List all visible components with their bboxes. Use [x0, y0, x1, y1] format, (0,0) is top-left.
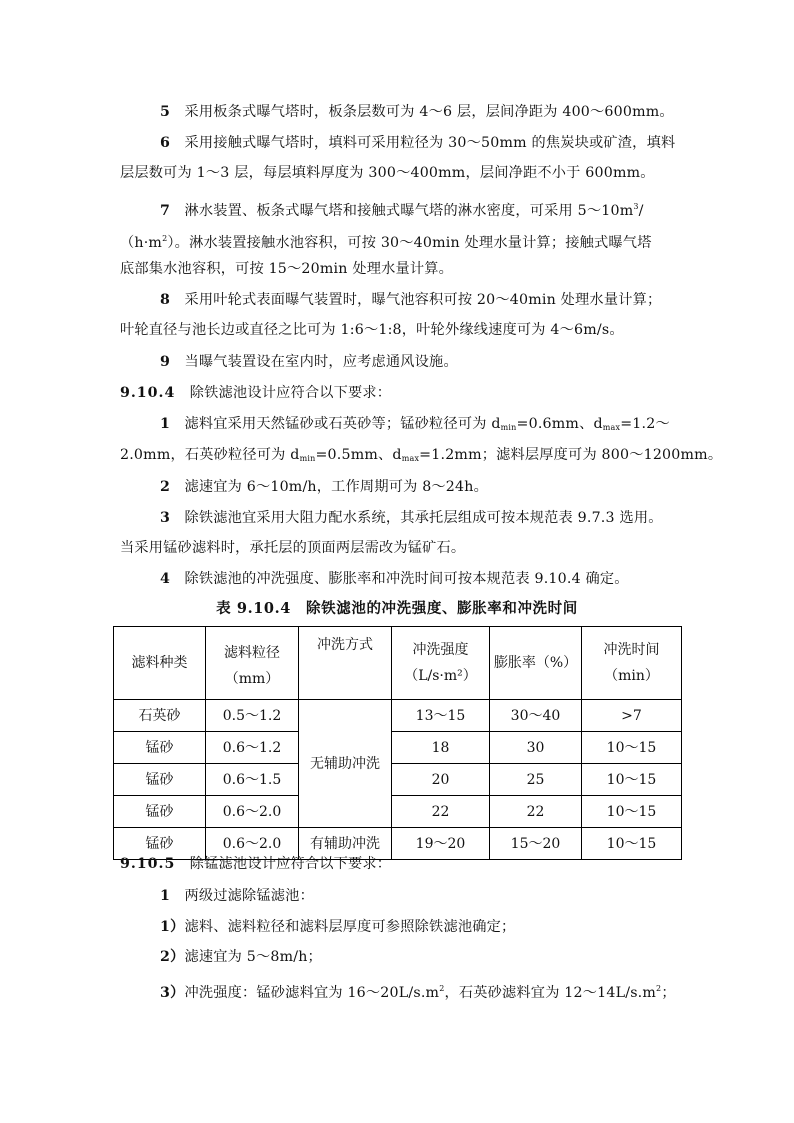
item-text: 底部集水池容积，可按 15～20min 处理水量计算。 [120, 261, 454, 277]
paragraph-item-4 [160, 569, 629, 589]
header-expansion-rate: 膨胀率（%） [490, 627, 582, 700]
paragraph-item-9 [160, 352, 458, 372]
cell-media: 石英砂 [114, 700, 206, 732]
paragraph-item-7 [160, 197, 644, 221]
superscript: 2 [439, 984, 445, 993]
cell-grain: 0.5～1.2 [206, 700, 299, 732]
item-text: =1.2～ [620, 416, 670, 432]
cell-intensity: 20 [392, 764, 490, 796]
cell-time: 10～15 [582, 732, 682, 764]
subitem-1 [160, 917, 515, 937]
item-text: ，石英砂滤料宜为 12～14L/s.m [444, 985, 657, 1001]
section-number: 9.10.5 [120, 856, 176, 872]
cell-method-no-aux: 无辅助冲洗 [299, 700, 392, 828]
cell-media: 锰砂 [114, 828, 206, 860]
cell-expansion: 30～40 [490, 700, 582, 732]
subitem-3 [160, 979, 676, 1003]
cell-media: 锰砂 [114, 764, 206, 796]
paragraph-item-2 [160, 477, 488, 497]
section-number: 9.10.4 [120, 385, 176, 401]
table-row [114, 700, 682, 732]
paragraph-continuation [120, 445, 722, 469]
subscript: min [299, 454, 316, 463]
item-text: 采用接触式曝气塔时，填料可采用粒径为 30～50mm 的焦炭块或矿渣，填料 [184, 135, 676, 151]
item-text: 淋水装置、板条式曝气塔和接触式曝气塔的淋水密度，可采用 5～10m [184, 203, 634, 219]
paragraph-continuation [120, 229, 652, 253]
item-text: =0.6mm、d [516, 416, 603, 432]
paragraph-item-6 [160, 133, 675, 153]
item-number: 3） [160, 985, 185, 1001]
header-grain-size: 滤料粒径 （mm） [206, 627, 299, 700]
item-text: 滤料、滤料粒径和滤料层厚度可参照除铁滤池确定； [184, 919, 516, 935]
section-9-10-4 [120, 383, 391, 403]
item-text: 两级过滤除锰滤池： [184, 888, 314, 904]
item-text: 滤速宜为 5～8m/h； [184, 949, 322, 965]
item-text: 当采用锰砂滤料时，承托层的顶面两层需改为锰矿石。 [120, 540, 466, 556]
item-text: =0.5mm、d [315, 447, 402, 463]
item-text: / [638, 203, 644, 219]
table-row [114, 764, 682, 796]
cell-expansion: 15～20 [490, 828, 582, 860]
item-text: ）。淋水装置接触水池容积，可按 30～40min 处理水量计算；接触式曝气塔 [167, 235, 652, 251]
cell-method-aux: 有辅助冲洗 [299, 828, 392, 860]
header-media-type: 滤料种类 [114, 627, 206, 700]
section-9-10-5 [120, 854, 391, 874]
cell-grain: 0.6～2.0 [206, 796, 299, 828]
paragraph-item-1-manganese [160, 886, 314, 906]
item-number: 8 [160, 292, 171, 308]
table-header-row [114, 627, 682, 700]
item-text: 2.0mm，石英砂粒径可为 d [120, 447, 300, 463]
paragraph-item-5 [160, 102, 674, 122]
superscript: 2 [162, 234, 168, 243]
item-number: 4 [160, 571, 171, 587]
cell-expansion: 22 [490, 796, 582, 828]
cell-grain: 0.6～1.2 [206, 732, 299, 764]
cell-grain: 0.6～2.0 [206, 828, 299, 860]
cell-time: 10～15 [582, 828, 682, 860]
subscript: max [401, 454, 420, 463]
cell-time: 10～15 [582, 796, 682, 828]
cell-expansion: 30 [490, 732, 582, 764]
item-text: 采用板条式曝气塔时，板条层数可为 4～6 层，层间净距为 400～600mm。 [184, 104, 674, 120]
cell-intensity: 22 [392, 796, 490, 828]
backwash-table [113, 626, 682, 860]
cell-expansion: 25 [490, 764, 582, 796]
cell-media: 锰砂 [114, 732, 206, 764]
item-number: 1 [160, 416, 171, 432]
item-text: ； [661, 985, 676, 1001]
subscript: min [500, 423, 517, 432]
item-number: 6 [160, 135, 171, 151]
paragraph-item-1 [160, 414, 670, 438]
item-text: 除铁滤池的冲洗强度、膨胀率和冲洗时间可按本规范表 9.10.4 确定。 [184, 571, 629, 587]
item-number: 1） [160, 919, 185, 935]
item-number: 7 [160, 203, 171, 219]
cell-intensity: 13～15 [392, 700, 490, 732]
header-wash-method: 冲洗方式 [299, 627, 392, 700]
section-text: 除铁滤池设计应符合以下要求： [189, 385, 392, 401]
cell-intensity: 19～20 [392, 828, 490, 860]
item-number: 3 [160, 510, 171, 526]
superscript: 3 [633, 202, 639, 211]
table-row [114, 796, 682, 828]
cell-grain: 0.6～1.5 [206, 764, 299, 796]
item-text: 层层数可为 1～3 层，每层填料厚度为 300～400mm，层间净距不小于 600mm。 [120, 165, 655, 181]
section-text: 除锰滤池设计应符合以下要求： [189, 856, 392, 872]
cell-intensity: 18 [392, 732, 490, 764]
paragraph-continuation [120, 320, 624, 340]
paragraph-continuation [120, 259, 453, 279]
header-wash-time: 冲洗时间 （min） [582, 627, 682, 700]
subscript: max [602, 423, 621, 432]
cell-time: >7 [582, 700, 682, 732]
paragraph-continuation [120, 538, 465, 558]
subitem-2 [160, 947, 322, 967]
item-text: 冲洗强度：锰砂滤料宜为 16～20L/s.m [184, 985, 440, 1001]
paragraph-item-8 [160, 290, 661, 310]
item-number: 2） [160, 949, 185, 965]
item-text: =1.2mm；滤料层厚度可为 800～1200mm。 [419, 447, 723, 463]
table-row [114, 732, 682, 764]
item-text: 滤速宜为 6～10m/h，工作周期可为 8～24h。 [184, 479, 488, 495]
item-number: 1 [160, 888, 171, 904]
table-caption: 表 9.10.4 除铁滤池的冲洗强度、膨胀率和冲洗时间 [216, 600, 578, 617]
cell-media: 锰砂 [114, 796, 206, 828]
item-text: 滤料宜采用天然锰砂或石英砂等；锰砂粒径可为 d [184, 416, 501, 432]
item-text: （h·m [120, 235, 163, 251]
paragraph-continuation [120, 163, 655, 183]
item-number: 9 [160, 354, 171, 370]
header-wash-intensity: 冲洗强度 （L/s·m²） [392, 627, 490, 700]
item-text: 采用叶轮式表面曝气装置时，曝气池容积可按 20～40min 处理水量计算； [184, 292, 662, 308]
paragraph-item-3 [160, 508, 663, 528]
item-text: 叶轮直径与池长边或直径之比可为 1:6～1:8，叶轮外缘线速度可为 4～6m/s。 [120, 322, 624, 338]
item-text: 当曝气装置设在室内时，应考虑通风设施。 [184, 354, 458, 370]
item-number: 5 [160, 104, 171, 120]
item-text: 除铁滤池宜采用大阻力配水系统，其承托层组成可按本规范表 9.7.3 选用。 [184, 510, 663, 526]
item-number: 2 [160, 479, 171, 495]
superscript: 2 [656, 984, 662, 993]
cell-time: 10～15 [582, 764, 682, 796]
